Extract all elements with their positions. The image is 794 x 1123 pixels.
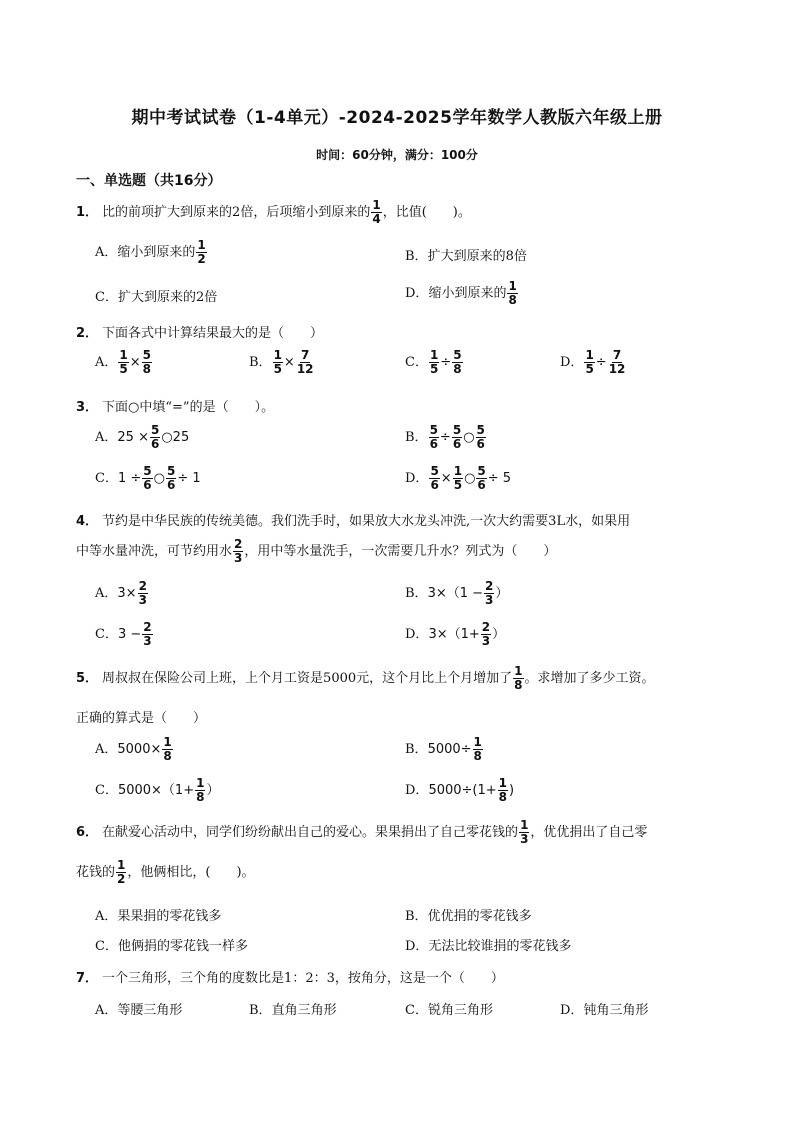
- option-a[interactable]: A．5000× $\frac{1}{8}$: [95, 735, 172, 763]
- option-a[interactable]: A．缩小到原来的 $\frac{1}{2}$: [95, 238, 206, 266]
- question-5-line-2: [76, 707, 206, 726]
- question-text: ，用中等水量洗手，一次需要几升水？列式为（ ）: [244, 544, 557, 559]
- option-d[interactable]: D．3×（1+ $\frac{2}{3}$ ）: [405, 620, 506, 648]
- question-number: 3．: [76, 400, 99, 415]
- option-d[interactable]: D．无法比较谁捐的零花钱多: [405, 939, 572, 954]
- question-text: ，比值( )。: [382, 205, 471, 220]
- question-text: 正确的算式是（ ）: [76, 711, 207, 726]
- question-3: [76, 396, 274, 415]
- option-a[interactable]: A．3× $\frac{2}{3}$: [95, 579, 147, 607]
- option-d[interactable]: D．钝角三角形: [560, 1003, 649, 1018]
- option-b[interactable]: B．扩大到原来的8倍: [405, 249, 527, 264]
- option-d[interactable]: D．5000÷(1+ $\frac{1}{8}$ ): [405, 776, 515, 804]
- option-c[interactable]: C．1 ÷ $\frac{5}{6}$ ○ $\frac{5}{6}$ ÷ 1: [95, 464, 201, 492]
- option-d[interactable]: D． $\frac{1}{5}$ ÷ $\frac{7}{12}$: [560, 348, 626, 376]
- question-6-line-2: [76, 859, 255, 886]
- section-heading: 一、单选题（共16分）: [76, 173, 222, 189]
- option-b[interactable]: B．3×（1 − $\frac{2}{3}$ ）: [405, 579, 509, 607]
- question-text: 花钱的: [76, 865, 116, 880]
- question-text: 节约是中华民族的传统美德。我们洗手时，如果放大水龙头冲洗,一次大约需要3L水，如果用: [102, 514, 631, 529]
- option-c[interactable]: C．他俩捐的零花钱一样多: [95, 939, 248, 954]
- option-c[interactable]: C．锐角三角形: [405, 1003, 493, 1018]
- option-c[interactable]: C．3 − $\frac{2}{3}$: [95, 620, 152, 648]
- question-text: 中等水量冲洗，可节约用水: [76, 544, 233, 559]
- fraction: $\frac{1}{2}$: [117, 858, 126, 886]
- option-b[interactable]: B．直角三角形: [249, 1003, 337, 1018]
- option-a[interactable]: A．等腰三角形: [95, 1003, 183, 1018]
- question-number: 7．: [76, 971, 99, 986]
- question-4-line-2: [76, 538, 556, 565]
- fraction: $\frac{1}{2}$: [197, 238, 206, 266]
- option-a[interactable]: A． $\frac{1}{5}$ × $\frac{5}{8}$: [95, 348, 152, 376]
- question-text: 在献爱心活动中，同学们纷纷献出自己的爱心。果果捐出了自己零花钱的: [102, 825, 519, 840]
- question-text: ，优优捐出了自己零: [530, 825, 648, 840]
- option-c[interactable]: C．扩大到原来的2倍: [95, 290, 218, 305]
- option-b[interactable]: B． $\frac{1}{5}$ × $\frac{7}{12}$: [249, 348, 314, 376]
- fraction: $\frac{1}{3}$: [520, 818, 529, 846]
- option-b[interactable]: B．5000÷ $\frac{1}{8}$: [405, 735, 482, 763]
- question-text: 一个三角形，三个角的度数比是1：2：3，按角分，这是一个（ ）: [102, 971, 504, 986]
- question-text: 下面○中填“=”的是（ ）。: [102, 400, 275, 415]
- question-text: ，他俩相比，( )。: [127, 865, 255, 880]
- question-6: [76, 819, 647, 846]
- option-b[interactable]: B． $\frac{5}{6}$ ÷ $\frac{5}{6}$ ○ $\frac{5}{6}$: [405, 423, 485, 451]
- exam-info: 时间：60分钟，满分：100分: [316, 148, 478, 162]
- fraction: $\frac{1}{4}$: [372, 198, 381, 226]
- question-text: 周叔叔在保险公司上班，上个月工资是5000元，这个月比上个月增加了: [102, 671, 513, 686]
- option-c[interactable]: C．5000×（1+ $\frac{1}{8}$ ）: [95, 776, 220, 804]
- question-text: 。求增加了多少工资。: [524, 671, 655, 686]
- fraction: $\frac{1}{8}$: [508, 279, 517, 307]
- question-text: 下面各式中计算结果最大的是（ ）: [102, 326, 324, 341]
- question-7: [76, 967, 504, 986]
- option-a[interactable]: A．果果捐的零花钱多: [95, 909, 222, 924]
- question-text: 比的前项扩大到原来的2倍，后项缩小到原来的: [102, 205, 371, 220]
- question-number: 4．: [76, 514, 99, 529]
- question-4: [76, 510, 630, 529]
- question-number: 2．: [76, 326, 99, 341]
- question-5: [76, 665, 655, 692]
- fraction: $\frac{1}{8}$: [514, 664, 523, 692]
- option-b[interactable]: B．优优捐的零花钱多: [405, 909, 532, 924]
- question-1: [76, 199, 471, 226]
- option-a[interactable]: A．25 × $\frac{5}{6}$ ○25: [95, 423, 190, 451]
- option-d[interactable]: D．缩小到原来的 $\frac{1}{8}$: [405, 279, 517, 307]
- page-title: 期中考试试卷（1-4单元）-2024-2025学年数学人教版六年级上册: [131, 108, 663, 128]
- question-number: 6．: [76, 825, 99, 840]
- option-c[interactable]: C． $\frac{1}{5}$ ÷ $\frac{5}{8}$: [405, 348, 462, 376]
- question-number: 1．: [76, 205, 99, 220]
- fraction: $\frac{2}{3}$: [234, 537, 243, 565]
- question-2: [76, 322, 323, 341]
- option-d[interactable]: D． $\frac{5}{6}$ × $\frac{1}{5}$ ○ $\frac{5}{6}$ ÷ 5: [405, 464, 512, 492]
- question-number: 5．: [76, 671, 99, 686]
